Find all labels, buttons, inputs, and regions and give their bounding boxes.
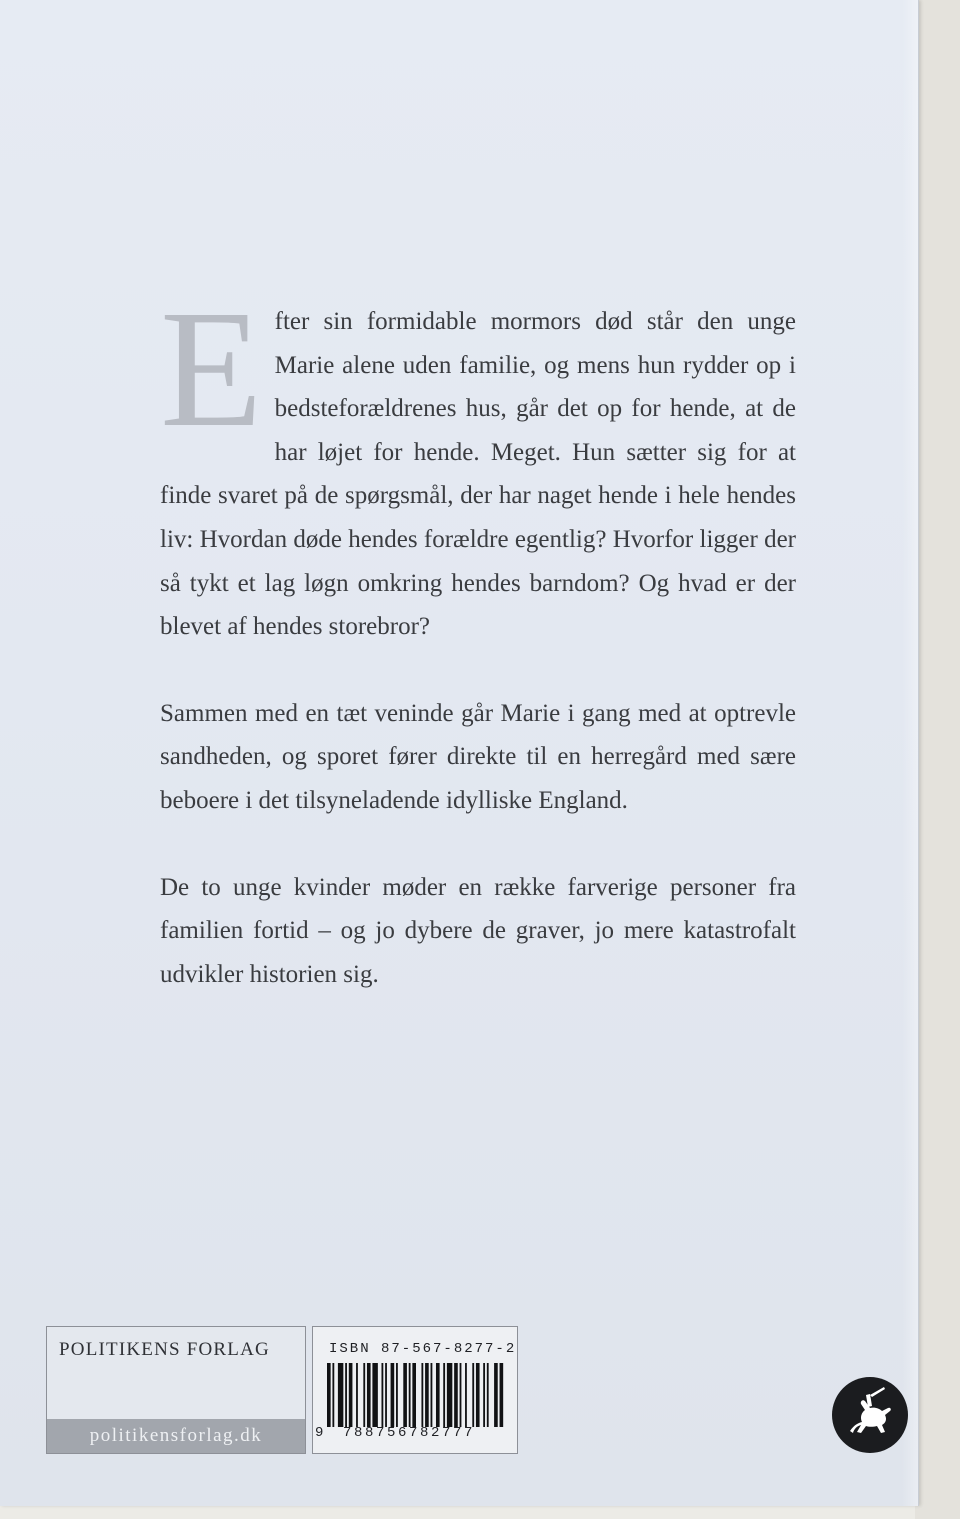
barcode-bar — [391, 1363, 395, 1427]
barcode-bar — [421, 1363, 423, 1427]
background-surface — [915, 0, 960, 1519]
barcode-bar — [367, 1363, 371, 1427]
barcode-bar — [338, 1363, 343, 1427]
barcode-bar — [447, 1363, 452, 1427]
barcode-bar — [385, 1363, 387, 1427]
barcode-bar — [500, 1363, 504, 1427]
cover-edge — [902, 0, 918, 1506]
barcode-bar — [443, 1363, 445, 1427]
barcode-bar — [372, 1363, 377, 1427]
barcode-bar — [345, 1363, 347, 1427]
barcode-bar — [349, 1363, 353, 1427]
isbn-label: ISBN 87-567-8277-2 — [329, 1341, 517, 1357]
barcode-bar — [356, 1363, 358, 1427]
barcode-first-digit: 9 — [315, 1425, 324, 1441]
barcode-bar — [396, 1363, 398, 1427]
blurb-paragraph-1 — [160, 276, 796, 649]
barcode-number: 788756782777 — [343, 1425, 476, 1441]
barcode-bar — [460, 1363, 462, 1427]
barcode-bar — [409, 1363, 411, 1427]
barcode-bar — [403, 1363, 407, 1427]
barcode-bar — [436, 1363, 440, 1427]
paragraph-1-text: fter sin formidable mormors død står den unge Marie alene uden familie, og mens hun rydder op i bedsteforældrenes hus, går det op for hende, at de har løjet for hende. Meget. Hun sætter sig for at finde svaret på de spørgsmål, der har naget hende i hele hendes liv: Hvordan døde hendes forældre egentlig? Hvorfor ligger der så tykt et lag løgn omkring hendes barndom? Og hvad er der blevet af hendes storebror? — [160, 308, 796, 641]
barcode — [327, 1363, 505, 1427]
isbn-box — [312, 1326, 518, 1454]
publisher-name: POLITIKENS FORLAG — [59, 1339, 270, 1360]
barcode-bar — [381, 1363, 383, 1427]
horse-rider-icon — [830, 1375, 910, 1455]
barcode-bar — [363, 1363, 365, 1427]
barcode-bar — [454, 1363, 458, 1427]
blurb-paragraph-3: De to unge kvinder møder en række farverige personer fra familien fortid – og jo dybere de graver, jo mere katastrofalt udvikler historien sig. — [160, 873, 796, 988]
barcode-bar — [412, 1363, 416, 1427]
publisher-box — [46, 1326, 306, 1454]
drop-cap: E — [160, 276, 263, 462]
blurb-text — [160, 276, 796, 996]
barcode-bar — [465, 1363, 467, 1427]
barcode-bar — [327, 1363, 331, 1427]
barcode-bar — [483, 1363, 485, 1427]
publisher-url: politikensforlag.dk — [47, 1419, 305, 1453]
barcode-bar — [425, 1363, 429, 1427]
blurb-paragraph-2: Sammen med en tæt veninde går Marie i gang med at optrevle sandheden, og sporet fører direkte til en herregård med sære beboere i det tilsyneladende idylliske England. — [160, 699, 796, 814]
barcode-bar — [332, 1363, 334, 1427]
barcode-bar — [476, 1363, 480, 1427]
barcode-bar — [431, 1363, 433, 1427]
barcode-bar — [472, 1363, 474, 1427]
barcode-bar — [494, 1363, 498, 1427]
barcode-bar — [487, 1363, 489, 1427]
